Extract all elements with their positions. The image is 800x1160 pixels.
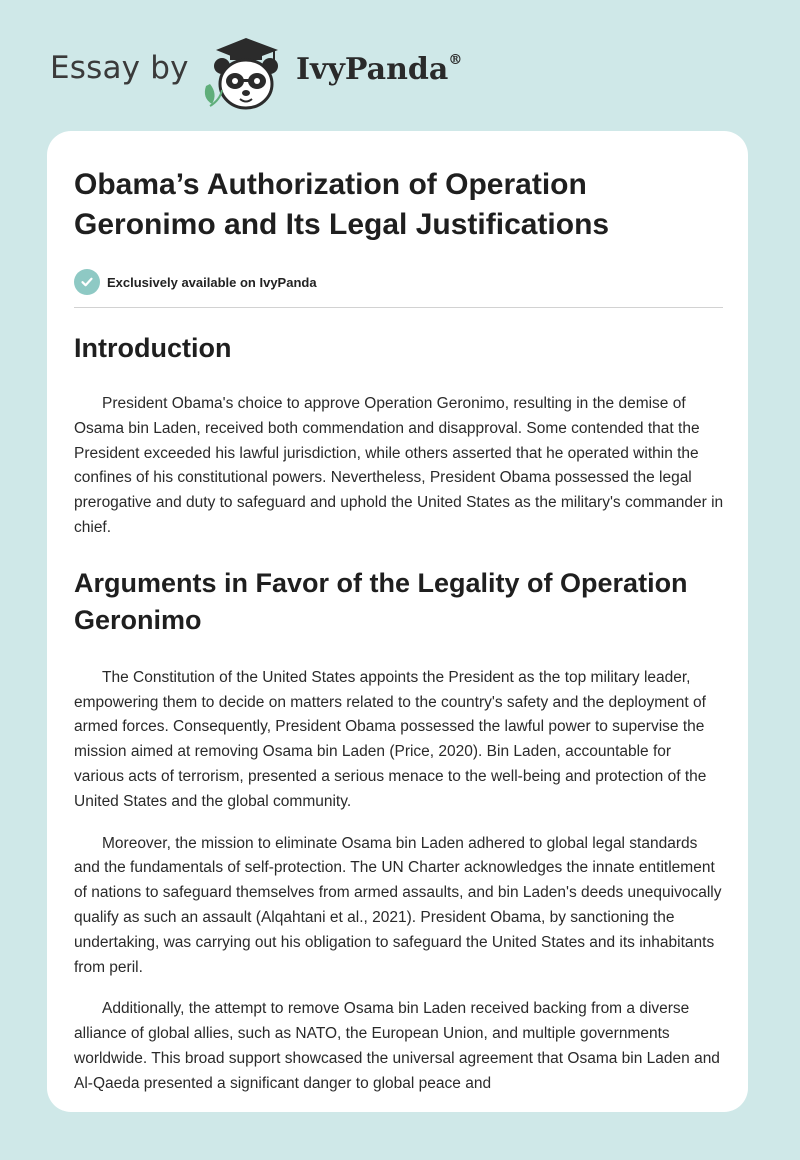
- paragraph: Additionally, the attempt to remove Osama bin Laden received backing from a diverse alliance of global allies, such as NATO, the European Union, and multiple governments worldwide. This broad support showcased the universal agreement that Osama bin Laden and Al-Qaeda presented a significant danger to global peace and: [74, 1000, 720, 1092]
- essay-card: [47, 131, 748, 1112]
- essay-title: Obama’s Authorization of Operation Geronimo and Its Legal Justifications: [74, 168, 610, 241]
- exclusive-badge-label: Exclusively available on IvyPanda: [107, 274, 317, 290]
- section-heading-arguments: Arguments in Favor of the Legality of Operation Geronimo: [74, 567, 688, 635]
- essay-by-label: Essay by: [50, 50, 189, 86]
- exclusive-badge: [74, 269, 724, 295]
- paragraph: Moreover, the mission to eliminate Osama bin Laden adhered to global legal standards and the fundamentals of self-protection. The UN Charter acknowledges the innate entitlement of nations to safeguard themselves from armed assaults, and bin Laden's deeds unequivocally qualify as such an assault (Alqahtani et al., 2021). President Obama, by sanctioning the undertaking, was carrying out his obligation to safeguard the United States and its inhabitants from peril.: [74, 834, 722, 976]
- paragraph: The Constitution of the United States appoints the President as the top military leader, empowering them to decide on matters related to the country's safety and the deployment of armed forces. Consequently, President Obama possessed the lawful power to supervise the mission aimed at removing Osama bin Laden (Price, 2020). Bin Laden, accountable for various acts of terrorism, presented a serious menace to the well-being and protection of the United States and the global community.: [74, 668, 707, 810]
- title-divider: [74, 307, 723, 308]
- paragraph: President Obama's choice to approve Operation Geronimo, resulting in the demise of Osama bin Laden, received both commendation and disapproval. Some contended that the President exceeded his lawful jurisdiction, while others asserted that he operated within the confines of his constitutional powers. Nevertheless, President Obama possessed the legal prerogative and duty to safeguard and uphold the United States as the military's commander in chief.: [74, 395, 724, 536]
- panda-logo-icon[interactable]: [200, 36, 292, 110]
- ivypanda-brand[interactable]: IvyPanda®: [296, 52, 463, 87]
- checkmark-icon: [74, 269, 100, 295]
- section-heading-introduction: Introduction: [74, 333, 232, 363]
- site-header: [0, 0, 800, 120]
